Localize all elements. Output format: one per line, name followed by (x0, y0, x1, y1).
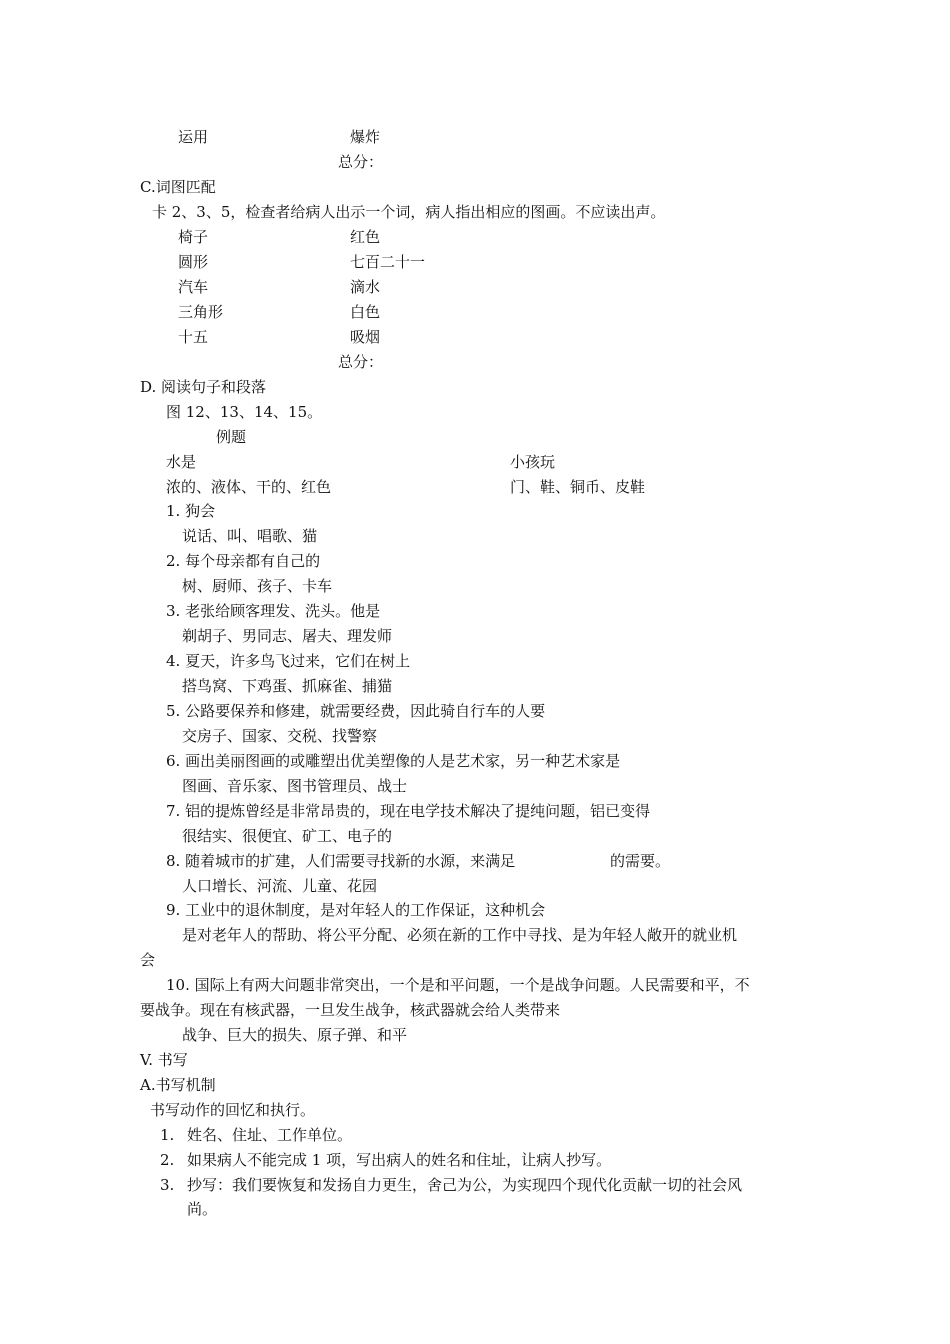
example-question: 水是 (166, 453, 197, 471)
item-answers: 交房子、国家、交税、找警察 (182, 727, 378, 745)
example-label: 例题 (216, 428, 247, 446)
item-question: 2. 每个母亲都有自己的 (166, 552, 321, 570)
list-item-continued: 尚。 (187, 1200, 218, 1218)
item-question: 9. 工业中的退休制度，是对年轻人的工作保证，这种机会 (166, 901, 546, 919)
list-number: 1. (160, 1126, 175, 1144)
section-v-heading: V. 书写 (140, 1051, 188, 1069)
pair-right: 滴水 (350, 278, 381, 296)
section-v-subheading: A.书写机制 (140, 1076, 216, 1094)
item-question: 8. 随着城市的扩建，人们需要寻找新的水源，来满足 (166, 852, 516, 870)
item-answers: 战争、巨大的损失、原子弹、和平 (182, 1026, 408, 1044)
item-answers: 图画、音乐家、图书管理员、战士 (182, 777, 408, 795)
pair-right: 七百二十一 (350, 253, 426, 271)
word-yunyong: 运用 (178, 128, 209, 146)
section-c-heading: C.词图匹配 (140, 178, 216, 196)
section-d-heading: D. 阅读句子和段落 (140, 378, 267, 396)
word-baozha: 爆炸 (350, 128, 381, 146)
item-answers: 说话、叫、唱歌、猫 (182, 527, 318, 545)
item-question: 5. 公路要保养和修建，就需要经费，因此骑自行车的人要 (166, 702, 546, 720)
pair-left: 圆形 (178, 253, 209, 271)
item-question: 6. 画出美丽图画的或雕塑出优美塑像的人是艺术家，另一种艺术家是 (166, 752, 621, 770)
item-answers-continued: 会 (140, 951, 156, 969)
item-answers: 剃胡子、男同志、屠夫、理发师 (182, 627, 393, 645)
item10-question-continued: 要战争。现在有核武器，一旦发生战争，核武器就会给人类带来 (140, 1001, 561, 1019)
item10-question: 10. 国际上有两大问题非常突出，一个是和平问题，一个是战争问题。人民需要和平，不 (166, 976, 750, 994)
item-question: 1. 狗会 (166, 502, 216, 520)
pair-right: 吸烟 (350, 328, 381, 346)
item-question: 3. 老张给顾客理发、洗头。他是 (166, 602, 381, 620)
item-question-tail: 的需要。 (610, 852, 671, 870)
example-answers: 浓的、液体、干的、红色 (166, 478, 332, 496)
pair-left: 十五 (178, 328, 209, 346)
item-question: 4. 夏天，许多鸟飞过来，它们在树上 (166, 652, 411, 670)
pair-left: 椅子 (178, 228, 209, 246)
section-v-intro: 书写动作的回忆和执行。 (150, 1101, 316, 1119)
list-number: 2. (160, 1151, 175, 1169)
pair-left: 三角形 (178, 303, 224, 321)
total-score-label: 总分： (338, 353, 384, 371)
pair-right: 白色 (350, 303, 381, 321)
item-question: 7. 铝的提炼曾经是非常昂贵的，现在电学技术解决了提纯问题，铝已变得 (166, 802, 651, 820)
item-answers: 是对老年人的帮助、将公平分配、必须在新的工作中寻找、是为年轻人敞开的就业机 (182, 926, 738, 944)
list-item: 如果病人不能完成 1 项，写出病人的姓名和住址，让病人抄写。 (187, 1151, 612, 1169)
item-answers: 很结实、很便宜、矿工、电子的 (182, 827, 393, 845)
example-answers: 门、鞋、铜币、皮鞋 (510, 478, 646, 496)
section-d-figures: 图 12、13、14、15。 (166, 403, 323, 421)
item-answers: 人口增长、河流、儿童、花园 (182, 877, 378, 895)
list-number: 3. (160, 1176, 175, 1194)
section-c-instruction: 卡 2、3、5，检查者给病人出示一个词，病人指出相应的图画。不应读出声。 (152, 203, 666, 221)
pair-right: 红色 (350, 228, 381, 246)
item-answers: 树、厨师、孩子、卡车 (182, 577, 333, 595)
list-item: 抄写：我们要恢复和发扬自力更生，舍己为公，为实现四个现代化贡献一切的社会风 (187, 1176, 743, 1194)
list-item: 姓名、住址、工作单位。 (187, 1126, 353, 1144)
pair-left: 汽车 (178, 278, 209, 296)
total-score-label: 总分： (338, 153, 384, 171)
item-answers: 搭鸟窝、下鸡蛋、抓麻雀、捕猫 (182, 677, 393, 695)
example-question: 小孩玩 (510, 453, 556, 471)
